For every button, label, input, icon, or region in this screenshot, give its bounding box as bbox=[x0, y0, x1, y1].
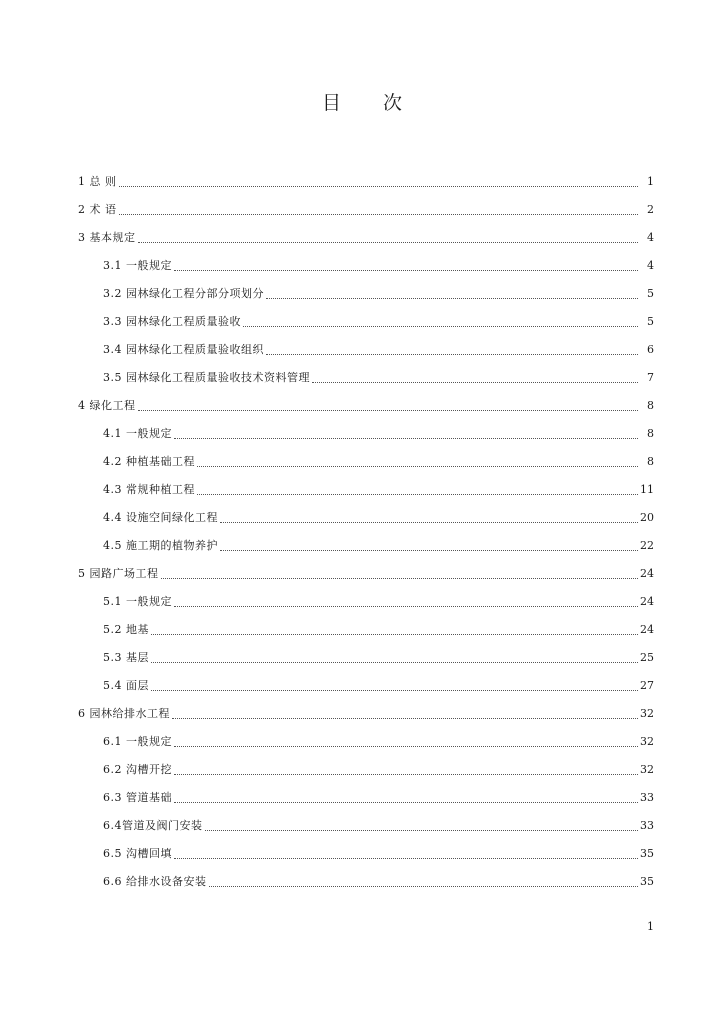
toc-subentry[interactable] bbox=[0, 420, 724, 448]
toc-entry-page: 32 bbox=[640, 763, 654, 776]
toc-entry-page: 11 bbox=[640, 483, 654, 496]
toc-entry-title: 园林绿化工程质量验收 bbox=[126, 315, 241, 328]
toc-entry-number: 6.3 bbox=[103, 791, 122, 804]
toc-entry-label bbox=[78, 231, 136, 245]
toc-entry-title: 地基 bbox=[126, 623, 149, 636]
toc-entry-page: 4 bbox=[647, 259, 654, 272]
toc-entry-page: 22 bbox=[640, 539, 654, 552]
dot-leader bbox=[151, 661, 638, 663]
toc-entry-label bbox=[103, 819, 203, 833]
toc-entry-label bbox=[103, 259, 172, 273]
toc-entry[interactable] bbox=[0, 168, 724, 196]
toc-entry-label bbox=[103, 651, 149, 665]
toc-entry-page: 25 bbox=[640, 651, 654, 664]
toc-entry-label bbox=[103, 287, 264, 301]
dot-leader bbox=[174, 269, 638, 271]
toc-entry-page: 5 bbox=[647, 287, 654, 300]
toc-entry-label bbox=[103, 735, 172, 749]
toc-entry-page: 6 bbox=[647, 343, 654, 356]
toc-entry-label bbox=[103, 371, 310, 385]
dot-leader bbox=[174, 857, 638, 859]
toc-entry-label bbox=[103, 847, 172, 861]
toc-entry-title: 沟槽开挖 bbox=[126, 763, 172, 776]
dot-leader bbox=[174, 801, 638, 803]
page-number: 1 bbox=[647, 920, 654, 933]
toc-entry-number: 4.1 bbox=[103, 427, 122, 440]
toc-entry-label bbox=[78, 707, 170, 721]
toc-entry-label bbox=[78, 203, 117, 217]
toc-entry-page: 8 bbox=[647, 399, 654, 412]
toc-entry-number: 4.2 bbox=[103, 455, 122, 468]
toc-entry-page: 4 bbox=[647, 231, 654, 244]
toc-entry-number: 5.1 bbox=[103, 595, 122, 608]
toc-subentry[interactable] bbox=[0, 364, 724, 392]
toc-entry-page: 27 bbox=[640, 679, 654, 692]
toc-entry-number: 1 bbox=[78, 175, 86, 188]
dot-leader bbox=[161, 577, 639, 579]
toc-entry-page: 33 bbox=[640, 819, 654, 832]
toc-subentry[interactable] bbox=[0, 840, 724, 868]
toc-entry-title: 园林给排水工程 bbox=[89, 707, 170, 720]
dot-leader bbox=[174, 437, 638, 439]
dot-leader bbox=[138, 409, 639, 411]
toc-entry-label bbox=[103, 343, 264, 357]
toc-list bbox=[0, 168, 724, 896]
toc-entry-page: 7 bbox=[647, 371, 654, 384]
toc-entry-title: 施工期的植物养护 bbox=[126, 539, 218, 552]
toc-entry-title: 设施空间绿化工程 bbox=[126, 511, 218, 524]
toc-entry-number: 3.3 bbox=[103, 315, 122, 328]
toc-subentry[interactable] bbox=[0, 252, 724, 280]
toc-entry-number: 2 bbox=[78, 203, 86, 216]
toc-entry-page: 24 bbox=[640, 623, 654, 636]
toc-entry-number: 3 bbox=[78, 231, 86, 244]
toc-entry-number: 6.6 bbox=[103, 875, 122, 888]
toc-entry-number: 3.1 bbox=[103, 259, 122, 272]
toc-entry-title: 园路广场工程 bbox=[89, 567, 159, 580]
toc-entry-page: 24 bbox=[640, 595, 654, 608]
page-title: 目 次 bbox=[321, 92, 421, 114]
dot-leader bbox=[174, 745, 638, 747]
toc-entry-title: 基本规定 bbox=[89, 231, 136, 244]
toc-subentry[interactable] bbox=[0, 280, 724, 308]
toc-entry-title: 面层 bbox=[126, 679, 149, 692]
toc-entry-label bbox=[103, 763, 172, 777]
toc-entry[interactable] bbox=[0, 392, 724, 420]
toc-entry-page: 8 bbox=[647, 455, 654, 468]
toc-subentry[interactable] bbox=[0, 336, 724, 364]
dot-leader bbox=[312, 381, 638, 383]
toc-entry-label bbox=[103, 455, 195, 469]
toc-entry-number: 4.4 bbox=[103, 511, 122, 524]
dot-leader bbox=[266, 297, 638, 299]
dot-leader bbox=[151, 689, 638, 691]
toc-subentry[interactable] bbox=[0, 308, 724, 336]
dot-leader bbox=[205, 829, 639, 831]
toc-entry-title: 管道基础 bbox=[126, 791, 172, 804]
toc-subentry[interactable] bbox=[0, 532, 724, 560]
toc-entry-label bbox=[103, 595, 172, 609]
toc-entry-label bbox=[103, 539, 218, 553]
toc-entry-title: 一般规定 bbox=[126, 595, 172, 608]
toc-entry-number: 4 bbox=[78, 399, 86, 412]
toc-entry-number: 5.3 bbox=[103, 651, 122, 664]
toc-entry-label bbox=[103, 427, 172, 441]
toc-entry-title: 管道及阀门安装 bbox=[122, 819, 203, 832]
toc-entry-title: 种植基础工程 bbox=[126, 455, 195, 468]
toc-subentry[interactable] bbox=[0, 476, 724, 504]
dot-leader bbox=[220, 549, 638, 551]
toc-subentry[interactable] bbox=[0, 756, 724, 784]
dot-leader bbox=[119, 213, 639, 215]
toc-entry-page: 20 bbox=[640, 511, 654, 524]
toc-entry-label bbox=[103, 791, 172, 805]
toc-entry-page: 1 bbox=[647, 175, 654, 188]
dot-leader bbox=[197, 465, 638, 467]
toc-subentry[interactable] bbox=[0, 588, 724, 616]
toc-entry[interactable] bbox=[0, 700, 724, 728]
toc-entry-label bbox=[103, 679, 149, 693]
toc-entry-title: 一般规定 bbox=[126, 259, 172, 272]
toc-entry-label bbox=[103, 315, 241, 329]
toc-entry-number: 3.2 bbox=[103, 287, 122, 300]
toc-entry-title: 一般规定 bbox=[126, 735, 172, 748]
toc-entry-number: 5.4 bbox=[103, 679, 122, 692]
dot-leader bbox=[138, 241, 639, 243]
toc-entry-title: 总 则 bbox=[89, 175, 117, 188]
toc-entry[interactable] bbox=[0, 560, 724, 588]
toc-subentry[interactable] bbox=[0, 616, 724, 644]
toc-entry-page: 2 bbox=[647, 203, 654, 216]
dot-leader bbox=[220, 521, 638, 523]
toc-entry-number: 5.2 bbox=[103, 623, 122, 636]
toc-entry-label bbox=[78, 399, 136, 413]
toc-entry-page: 24 bbox=[640, 567, 654, 580]
toc-entry-title: 绿化工程 bbox=[89, 399, 136, 412]
toc-entry-number: 3.4 bbox=[103, 343, 122, 356]
toc-entry-number: 6.1 bbox=[103, 735, 122, 748]
dot-leader bbox=[209, 885, 639, 887]
toc-entry-label bbox=[103, 875, 207, 889]
toc-entry-page: 33 bbox=[640, 791, 654, 804]
dot-leader bbox=[151, 633, 638, 635]
toc-entry-title: 园林绿化工程质量验收技术资料管理 bbox=[126, 371, 310, 384]
toc-entry-number: 6 bbox=[78, 707, 86, 720]
toc-entry-label bbox=[103, 623, 149, 637]
dot-leader bbox=[197, 493, 638, 495]
toc-subentry[interactable] bbox=[0, 672, 724, 700]
dot-leader bbox=[266, 353, 638, 355]
toc-subentry[interactable] bbox=[0, 784, 724, 812]
dot-leader bbox=[172, 717, 638, 719]
toc-entry[interactable] bbox=[0, 224, 724, 252]
toc-entry-title: 基层 bbox=[126, 651, 149, 664]
toc-entry-number: 4.3 bbox=[103, 483, 122, 496]
dot-leader bbox=[174, 605, 638, 607]
toc-subentry[interactable] bbox=[0, 504, 724, 532]
toc-entry-label bbox=[78, 567, 159, 581]
toc-entry-page: 8 bbox=[647, 427, 654, 440]
toc-entry-label bbox=[103, 483, 195, 497]
toc-entry-number: 6.4 bbox=[103, 819, 122, 832]
dot-leader bbox=[119, 185, 639, 187]
toc-subentry[interactable] bbox=[0, 728, 724, 756]
toc-entry-number: 6.5 bbox=[103, 847, 122, 860]
toc-subentry[interactable] bbox=[0, 448, 724, 476]
toc-subentry[interactable] bbox=[0, 868, 724, 896]
toc-entry-page: 32 bbox=[640, 707, 654, 720]
toc-entry-page: 32 bbox=[640, 735, 654, 748]
toc-entry-number: 5 bbox=[78, 567, 86, 580]
toc-entry-number: 3.5 bbox=[103, 371, 122, 384]
toc-subentry[interactable] bbox=[0, 812, 724, 840]
toc-entry-page: 35 bbox=[640, 847, 654, 860]
toc-entry-title: 常规种植工程 bbox=[126, 483, 195, 496]
toc-entry-number: 4.5 bbox=[103, 539, 122, 552]
toc-entry-title: 术 语 bbox=[89, 203, 117, 216]
toc-entry-page: 35 bbox=[640, 875, 654, 888]
toc-entry-title: 园林绿化工程质量验收组织 bbox=[126, 343, 264, 356]
toc-entry-title: 给排水设备安装 bbox=[126, 875, 207, 888]
toc-entry-label bbox=[78, 175, 117, 189]
toc-entry[interactable] bbox=[0, 196, 724, 224]
toc-entry-title: 园林绿化工程分部分项划分 bbox=[126, 287, 264, 300]
dot-leader bbox=[174, 773, 638, 775]
dot-leader bbox=[243, 325, 638, 327]
toc-entry-title: 沟槽回填 bbox=[126, 847, 172, 860]
toc-subentry[interactable] bbox=[0, 644, 724, 672]
toc-entry-number: 6.2 bbox=[103, 763, 122, 776]
toc-entry-title: 一般规定 bbox=[126, 427, 172, 440]
toc-entry-page: 5 bbox=[647, 315, 654, 328]
toc-entry-label bbox=[103, 511, 218, 525]
